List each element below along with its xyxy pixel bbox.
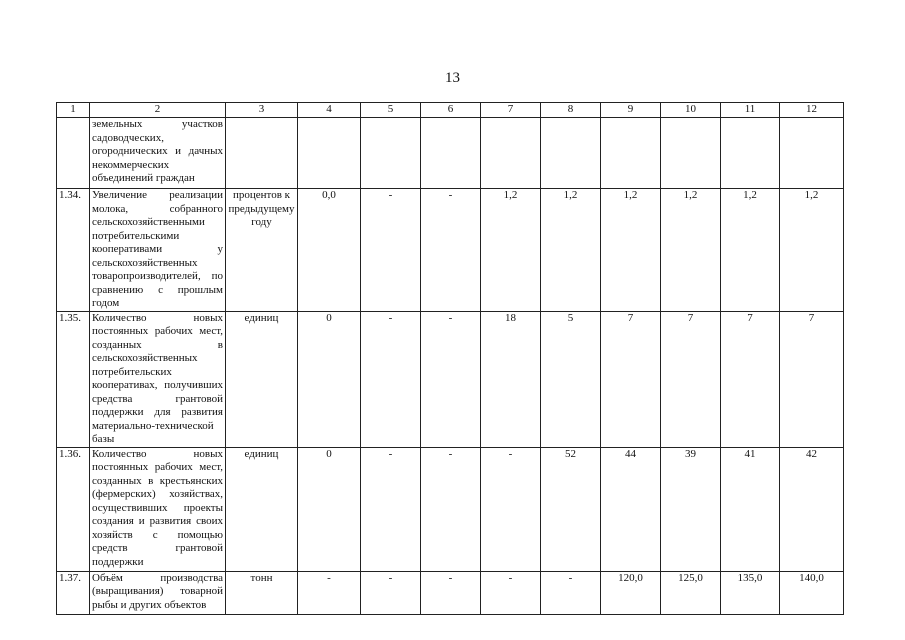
- table-row: [57, 571, 844, 614]
- value-cell: 1,2: [780, 189, 844, 312]
- value-cell: 1,2: [601, 189, 661, 312]
- value-cell: -: [421, 571, 481, 614]
- value-cell: 1,2: [661, 189, 721, 312]
- value-cell: 7: [661, 311, 721, 447]
- value-cell: 0: [298, 447, 361, 571]
- value-cell: -: [481, 571, 541, 614]
- page-number: 13: [445, 70, 460, 86]
- column-header: 6: [421, 103, 481, 118]
- value-cell: 125,0: [661, 571, 721, 614]
- row-number: 1.37.: [57, 571, 90, 614]
- value-cell: -: [421, 311, 481, 447]
- row-number: 1.34.: [57, 189, 90, 312]
- value-cell: [661, 118, 721, 189]
- row-unit: тонн: [226, 571, 298, 614]
- value-cell: 120,0: [601, 571, 661, 614]
- value-cell: 44: [601, 447, 661, 571]
- table-row: [57, 447, 844, 571]
- column-header: 7: [481, 103, 541, 118]
- row-description: Количество новых постоянных рабочих мест, созданных в крестьянских (фермерских) хозяйствах, осуществивших проекты создания и развития своих хозяйств с помощью средств грантовой поддержки: [90, 447, 226, 571]
- value-cell: 18: [481, 311, 541, 447]
- value-cell: -: [421, 189, 481, 312]
- value-cell: [298, 118, 361, 189]
- row-number: 1.36.: [57, 447, 90, 571]
- value-cell: 0: [298, 311, 361, 447]
- value-cell: -: [541, 571, 601, 614]
- value-cell: [421, 118, 481, 189]
- value-cell: [601, 118, 661, 189]
- value-cell: 7: [780, 311, 844, 447]
- value-cell: -: [361, 189, 421, 312]
- value-cell: 52: [541, 447, 601, 571]
- value-cell: 41: [721, 447, 780, 571]
- column-header: 4: [298, 103, 361, 118]
- column-header: 10: [661, 103, 721, 118]
- value-cell: 1,2: [541, 189, 601, 312]
- value-cell: 135,0: [721, 571, 780, 614]
- column-header: 2: [90, 103, 226, 118]
- row-number: 1.35.: [57, 311, 90, 447]
- value-cell: [481, 118, 541, 189]
- column-header: 11: [721, 103, 780, 118]
- row-description: Количество новых постоянных рабочих мест, созданных в сельскохозяйственных потребительских кооперативах, получивших средства грантовой поддержки для развития материально-технической базы: [90, 311, 226, 447]
- table-row: [57, 189, 844, 312]
- value-cell: [721, 118, 780, 189]
- value-cell: 39: [661, 447, 721, 571]
- row-description: Увеличение реализации молока, собранного сельскохозяйственными потребительскими кооперативами у сельскохозяйственных товаропроизводителей, по сравнению с прошлым годом: [90, 189, 226, 312]
- column-header: 5: [361, 103, 421, 118]
- value-cell: 140,0: [780, 571, 844, 614]
- column-header: 1: [57, 103, 90, 118]
- row-description: Объём производства (выращивания) товарной рыбы и других объектов: [90, 571, 226, 614]
- row-unit: единиц: [226, 311, 298, 447]
- value-cell: [361, 118, 421, 189]
- value-cell: 0,0: [298, 189, 361, 312]
- value-cell: -: [421, 447, 481, 571]
- column-header: 12: [780, 103, 844, 118]
- row-number: [57, 118, 90, 189]
- table-row: [57, 118, 844, 189]
- value-cell: [780, 118, 844, 189]
- table-row: [57, 311, 844, 447]
- value-cell: 5: [541, 311, 601, 447]
- column-header: 9: [601, 103, 661, 118]
- column-header: 3: [226, 103, 298, 118]
- row-unit: единиц: [226, 447, 298, 571]
- value-cell: -: [481, 447, 541, 571]
- column-header: 8: [541, 103, 601, 118]
- indicators-table: [56, 102, 844, 615]
- value-cell: -: [361, 447, 421, 571]
- table-header-row: [57, 103, 844, 118]
- value-cell: -: [298, 571, 361, 614]
- value-cell: 1,2: [721, 189, 780, 312]
- value-cell: 1,2: [481, 189, 541, 312]
- value-cell: 42: [780, 447, 844, 571]
- value-cell: 7: [601, 311, 661, 447]
- value-cell: [541, 118, 601, 189]
- value-cell: 7: [721, 311, 780, 447]
- row-description: земельных участков садоводческих, огороднических и дачных некоммерческих объединений граждан: [90, 118, 226, 189]
- value-cell: -: [361, 311, 421, 447]
- row-unit: [226, 118, 298, 189]
- row-unit: процентов к предыдущему году: [226, 189, 298, 312]
- value-cell: -: [361, 571, 421, 614]
